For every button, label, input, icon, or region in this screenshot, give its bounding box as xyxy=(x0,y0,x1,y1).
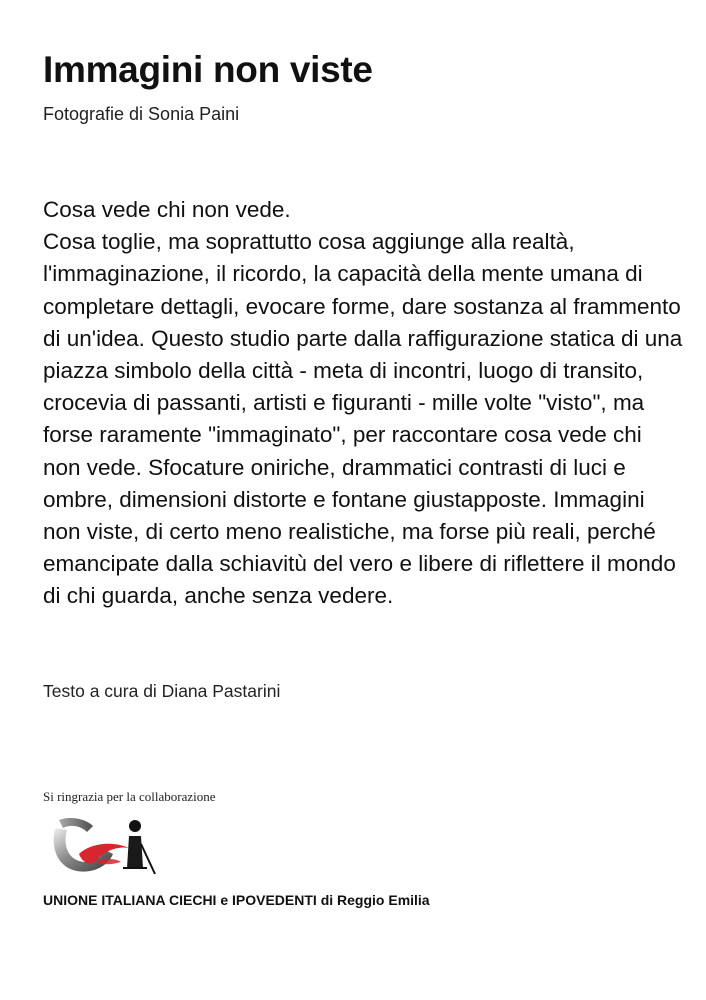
body-text xyxy=(43,194,683,613)
body-lead-line: Cosa vede chi non vede. xyxy=(43,197,291,222)
uici-logo-graphic xyxy=(49,814,159,878)
uici-logo-icon xyxy=(49,814,159,878)
acknowledgement-text: Si ringrazia per la collaborazione xyxy=(43,789,216,804)
body-paragraph: Cosa toglie, ma soprattutto cosa aggiunge alla realtà, l'immaginazione, il ricordo, la capacità della mente umana di completare dettagli, evocare forme, dare sostanza al frammento di un'idea. Questo studio parte dalla raffigurazione statica di una piazza simbolo della città - meta di incontri, luogo di transito, crocevia di passanti, artisti e figuranti - mille volte "visto", ma forse raramente "immaginato", per raccontare cosa vede chi non vede. Sfocature oniriche, drammatici contrasti di luci e ombre, dimensioni distorte e fontane giustapposte. Immagini non viste, di certo meno realistiche, ma forse più reali, perché emancipate dalla schiavitù del vero e libere di riflettere il mondo di chi guarda, anche senza vedere. xyxy=(43,229,683,609)
page-title: Immagini non viste xyxy=(43,49,373,90)
text-credit: Testo a cura di Diana Pastarini xyxy=(43,681,281,701)
organization-name: UNIONE ITALIANA CIECHI e IPOVEDENTI di Reggio Emilia xyxy=(43,892,430,908)
page-subtitle: Fotografie di Sonia Paini xyxy=(43,104,240,124)
